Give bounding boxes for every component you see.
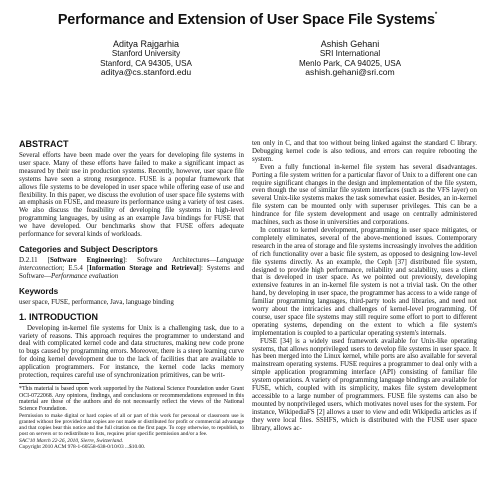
abstract-heading: ABSTRACT	[19, 139, 69, 149]
author-address: Stanford, CA 94305, USA	[100, 58, 192, 68]
author-affiliation: SRI International	[319, 49, 381, 59]
author-email[interactable]: aditya@cs.stanford.edu	[100, 66, 192, 77]
categories-heading: Categories and Subject Descriptors	[19, 244, 158, 254]
author-affiliation: Stanford University	[111, 49, 181, 59]
right-column	[252, 140, 477, 433]
copyright-notice: Permission to make digital or hard copies of all or part of this work for personal or classroom use is granted without fee provided that copies are not made or distributed for profit or commercial advantage and that copies bear this notice and the full citation on the first page. To copy otherwise, to republish, to post on servers or to redistribute to lists, requires prior specific permission and/or a fee. SAC'10 March 22-26, 2010, Sierre, Switzerland. Copyright 2010 ACM 978-1-60558-638-0/10/03 ...$10.00.	[19, 412, 244, 450]
body-paragraph: Even a fully functional in-kernel file system has several disadvantages. Porting a file system written for a particular flavor of Unix to a different one can require significant changes in the design and implementation of the file system, even though the use of similar file system interfaces (such as the VFS layer) on several Unix-like systems makes the task somewhat easier. Besides, an in-kernel file system can be mounted only with superuser privileges. This can be a hindrance for file system development and usage on centrally administered machines, such as those in universities and corporations.	[252, 162, 477, 227]
abstract-text: Several efforts have been made over the years for developing file systems in user space. Many of these efforts have failed to make a significant impact as measured by their use in production systems. Recently, however, user space file systems have seen a strong resurgence. FUSE is a popular framework that allows file systems to be developed in user space while offering ease of use and flexibility. In this paper, we discuss the evolution of user space file systems with an emphasis on FUSE, and measure its performance using a variety of test cases. We also discuss the feasibility of developing file systems in high-level programming languages, by using as an example Java bindings for FUSE that we have developed. Our benchmarks show that FUSE offers adequate performance for several kinds of workloads.	[19, 151, 244, 239]
introduction-text: Developing in-kernel file systems for Unix is a challenging task, due to a variety of reasons. This approach requires the programmer to understand and deal with complicated kernel code and data structures, making new code prone to bugs caused by programming errors. Moreover, there is a steep learning curve for doing kernel development due to the lack of facilities that are available to application programmers. For instance, the kernel code lacks memory protection, requires careful use of synchronization primitives, can be writ-	[19, 323, 244, 380]
author-name: Ashish Gehani	[320, 39, 380, 49]
author-address: Menlo Park, CA 94025, USA	[298, 58, 402, 68]
title-footnote-mark: *	[434, 12, 438, 18]
author-email[interactable]: ashish.gehani@sri.com	[305, 66, 395, 77]
body-paragraph: ten only in C, and that too without being linked against the standard C library. Debugging kernel code is also tedious, and errors can require rebooting the system.	[252, 139, 477, 163]
left-column	[19, 140, 244, 450]
author-name: Aditya Rajgarhia	[112, 39, 180, 49]
author-block-2	[250, 40, 450, 77]
author-block-1	[46, 40, 246, 77]
keywords-text: user space, FUSE, performance, Java, language binding	[19, 297, 174, 306]
footnote-rule	[19, 383, 89, 384]
keywords-heading: Keywords	[19, 286, 59, 296]
body-paragraph: In contrast to kernel development, programming in user space mitigates, or completely eliminates, several of the above-mentioned issues. Contemporary research in the area of storage and file systems increasingly involves the addition of rich functionality over a basic file system, as opposed to designing low-level file systems directly. As an example, the Ceph [37] distributed file system, designed to provide high performance, reliability and scalability, uses a client that is developed in user space. As we pointed out previously, developing extensive features in an in-kernel file system is not a trivial task. On the other hand, by developing in user space, the programmer has access to a wide range of familiar programming languages, third-party tools and libraries, and need not worry about the intricacies and challenges of kernel-level programming. Of course, user space file systems may still require some effort to port to different operating systems, depending on the extent to which a file system's implementation is coupled to a particular operating system's internals.	[252, 225, 478, 337]
footnote-text: *This material is based upon work supported by the National Science Foundation under Grant OCI-0722068. Any opinions, findings, and conclusions or recommendations expressed in this material are those of the authors and do not necessarily reflect the views of the National Science Foundation.	[19, 385, 244, 413]
categories-text: D.2.11 [Software Engineering]: Software Architectures—Language interconnection; E.5.4 [Information Storage and Retrieval]: Systems and Software—Performance evaluation	[19, 255, 245, 280]
introduction-heading: 1. INTRODUCTION	[19, 311, 99, 322]
body-paragraph: FUSE [34] is a widely used framework available for Unix-like operating systems, that allows nonprivileged users to develop file systems in user space. It has been merged into the Linux kernel, while ports are also available for several mainstream operating systems. FUSE requires a programmer to deal only with a simple application programming interface (API) consisting of familiar file system operations. A variety of programming language bindings are available for FUSE, which, coupled with its simplicity, makes file system development accessible to a large number of programmers. FUSE file systems can also be mounted by nonprivileged users, which motivates novel uses for the system. For instance, WikipediaFS [2] allows a user to view and edit Wikipedia articles as if they were local files. SSHFS, which is distributed with the FUSE user space library, allows ac-	[252, 336, 477, 432]
paper-title: Performance and Extension of User Space File Systems*	[57, 12, 438, 28]
